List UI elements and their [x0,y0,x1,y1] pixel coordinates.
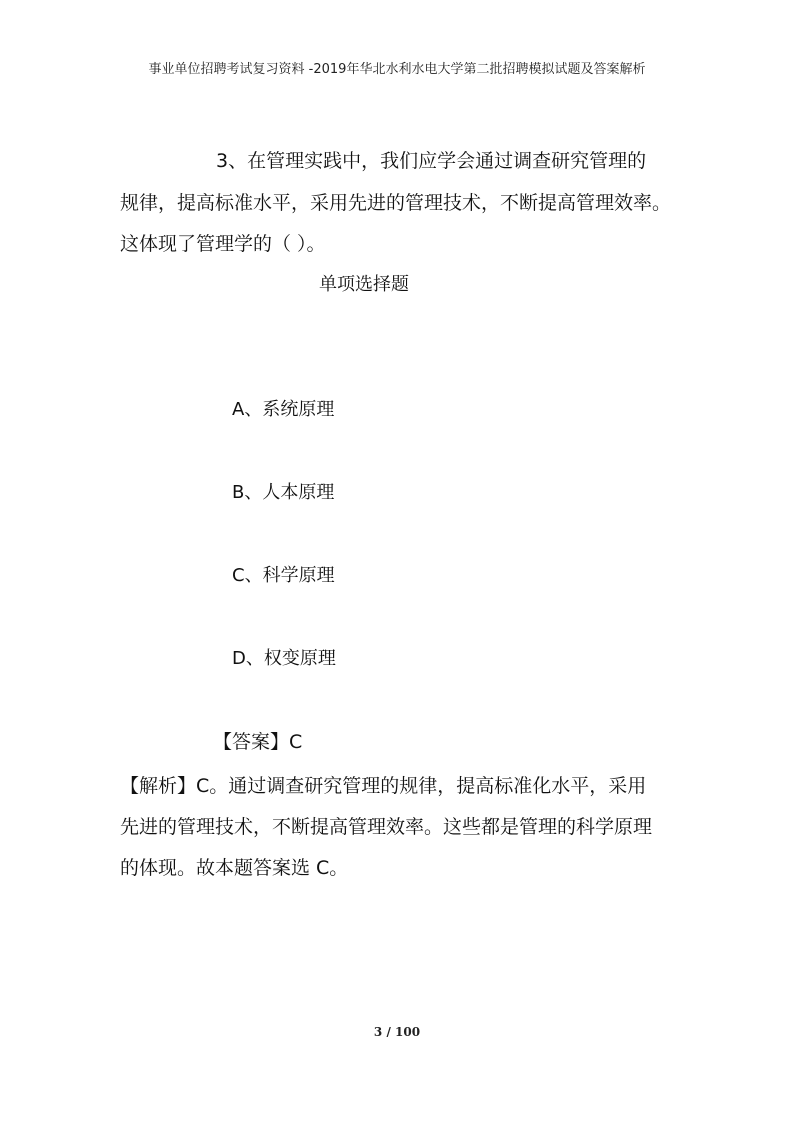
explanation-line-1: 【解析】C。通过调查研究管理的规律，提高标准化水平，采用 [120,775,647,797]
question-line-3: 这体现了管理学的（ ）。 [120,233,326,255]
explanation-line-3: 的体现。故本题答案选 C。 [120,857,349,879]
question-line-1: 3、在管理实践中，我们应学会通过调查研究管理的 [216,150,647,172]
page-number: 3 / 100 [373,1025,421,1039]
question-line-2: 规律，提高标准水平，采用先进的管理技术，不断提高管理效率。 [120,192,672,214]
explanation-line-2: 先进的管理技术，不断提高管理效率。这些都是管理的科学原理 [120,816,653,838]
option-a: A、系统原理 [232,399,335,420]
page-header: 事业单位招聘考试复习资料 -2019年华北水利水电大学第二批招聘模拟试题及答案解析 [148,62,646,77]
option-b: B、人本原理 [232,482,335,503]
option-d: D、权变原理 [232,648,336,669]
option-c: C、科学原理 [232,565,335,586]
answer-line: 【答案】C [213,731,303,753]
question-type-label: 单项选择题 [319,274,409,295]
